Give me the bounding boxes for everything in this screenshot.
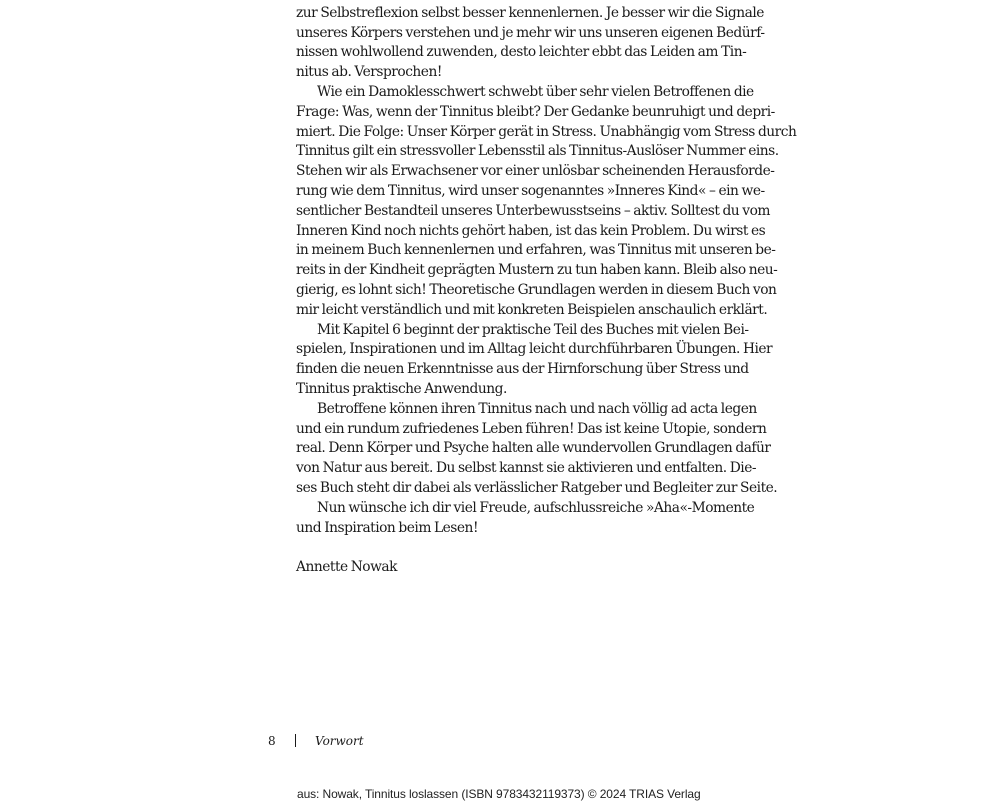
text-line: von Natur aus bereit. Du selbst kannst sie aktivieren und entfalten. Die- — [296, 460, 757, 477]
text-line: zur Selbstreflexion selbst besser kennenlernen. Je besser wir die Signale — [296, 4, 764, 21]
text-line: sentlicher Bestandteil unseres Unterbewusstseins – aktiv. Solltest du vom — [296, 202, 770, 219]
text-line: miert. Die Folge: Unser Körper gerät in Stress. Unabhängig vom Stress durch — [296, 123, 797, 140]
paragraph — [296, 83, 797, 321]
text-line: nitus ab. Versprochen! — [296, 64, 442, 81]
text-line: gierig, es lohnt sich! Theoretische Grundlagen werden in diesem Buch von — [296, 281, 777, 298]
text-line: und Inspiration beim Lesen! — [296, 519, 478, 536]
paragraph — [296, 0, 765, 83]
text-line: Wie ein Damoklesschwert schwebt über sehr vielen Betroffenen die — [317, 83, 754, 100]
text-line: spielen, Inspirationen und im Alltag leicht durchführbaren Übungen. Hier — [296, 341, 773, 358]
text-line: Tinnitus praktische Anwendung. — [296, 380, 507, 397]
author-signature: Annette Nowak — [296, 559, 398, 576]
text-line: reits in der Kindheit geprägten Mustern zu tun haben kann. Bleib also neu- — [296, 262, 778, 279]
paragraph — [296, 499, 755, 539]
text-line: finden die neuen Erkenntnisse aus der Hirnforschung über Stress und — [296, 361, 749, 378]
source-citation: aus: Nowak, Tinnitus loslassen (ISBN 9783432119373) © 2024 TRIAS Verlag — [297, 787, 701, 801]
text-line: real. Denn Körper und Psyche halten alle wundervollen Grundlagen dafür — [296, 440, 771, 457]
text-line: Tinnitus gilt ein stressvoller Lebensstil als Tinnitus-Auslöser Nummer eins. — [296, 143, 779, 160]
text-line: Nun wünsche ich dir viel Freude, aufschlussreiche »Aha«-Momente — [317, 499, 755, 516]
text-line: nissen wohlwollend zuwenden, desto leichter ebbt das Leiden am Tin- — [296, 44, 747, 61]
text-line: Frage: Was, wenn der Tinnitus bleibt? Der Gedanke beunruhigt und depri- — [296, 103, 775, 120]
paragraph — [296, 321, 773, 400]
footer-divider — [295, 734, 296, 747]
text-line: und ein rundum zufriedenes Leben führen! Das ist keine Utopie, sondern — [296, 420, 767, 437]
paragraph-spacer — [296, 538, 728, 558]
body-text — [296, 0, 797, 578]
text-line: rung wie dem Tinnitus, wird unser sogenanntes »Inneres Kind« – ein we- — [296, 182, 765, 199]
page-number: 8 — [268, 734, 276, 748]
text-line: Betroffene können ihren Tinnitus nach und nach völlig ad acta legen — [317, 400, 757, 417]
text-line: mir leicht verständlich und mit konkreten Beispielen anschaulich erklärt. — [296, 301, 768, 318]
text-line: Inneren Kind noch nichts gehört haben, ist das kein Problem. Du wirst es — [296, 222, 766, 239]
text-line: Mit Kapitel 6 beginnt der praktische Teil des Buches mit vielen Bei- — [317, 321, 749, 338]
section-title: Vorwort — [315, 734, 364, 748]
text-line: ses Buch steht dir dabei als verlässlicher Ratgeber und Begleiter zur Seite. — [296, 479, 778, 496]
text-line: unseres Körpers verstehen und je mehr wir uns unseren eigenen Bedürf- — [296, 24, 765, 41]
text-line: in meinem Buch kennenlernen und erfahren, was Tinnitus mit unseren be- — [296, 242, 776, 259]
paragraph — [296, 400, 778, 499]
text-line: Stehen wir als Erwachsener vor einer unlösbar scheinenden Herausforde- — [296, 163, 775, 180]
